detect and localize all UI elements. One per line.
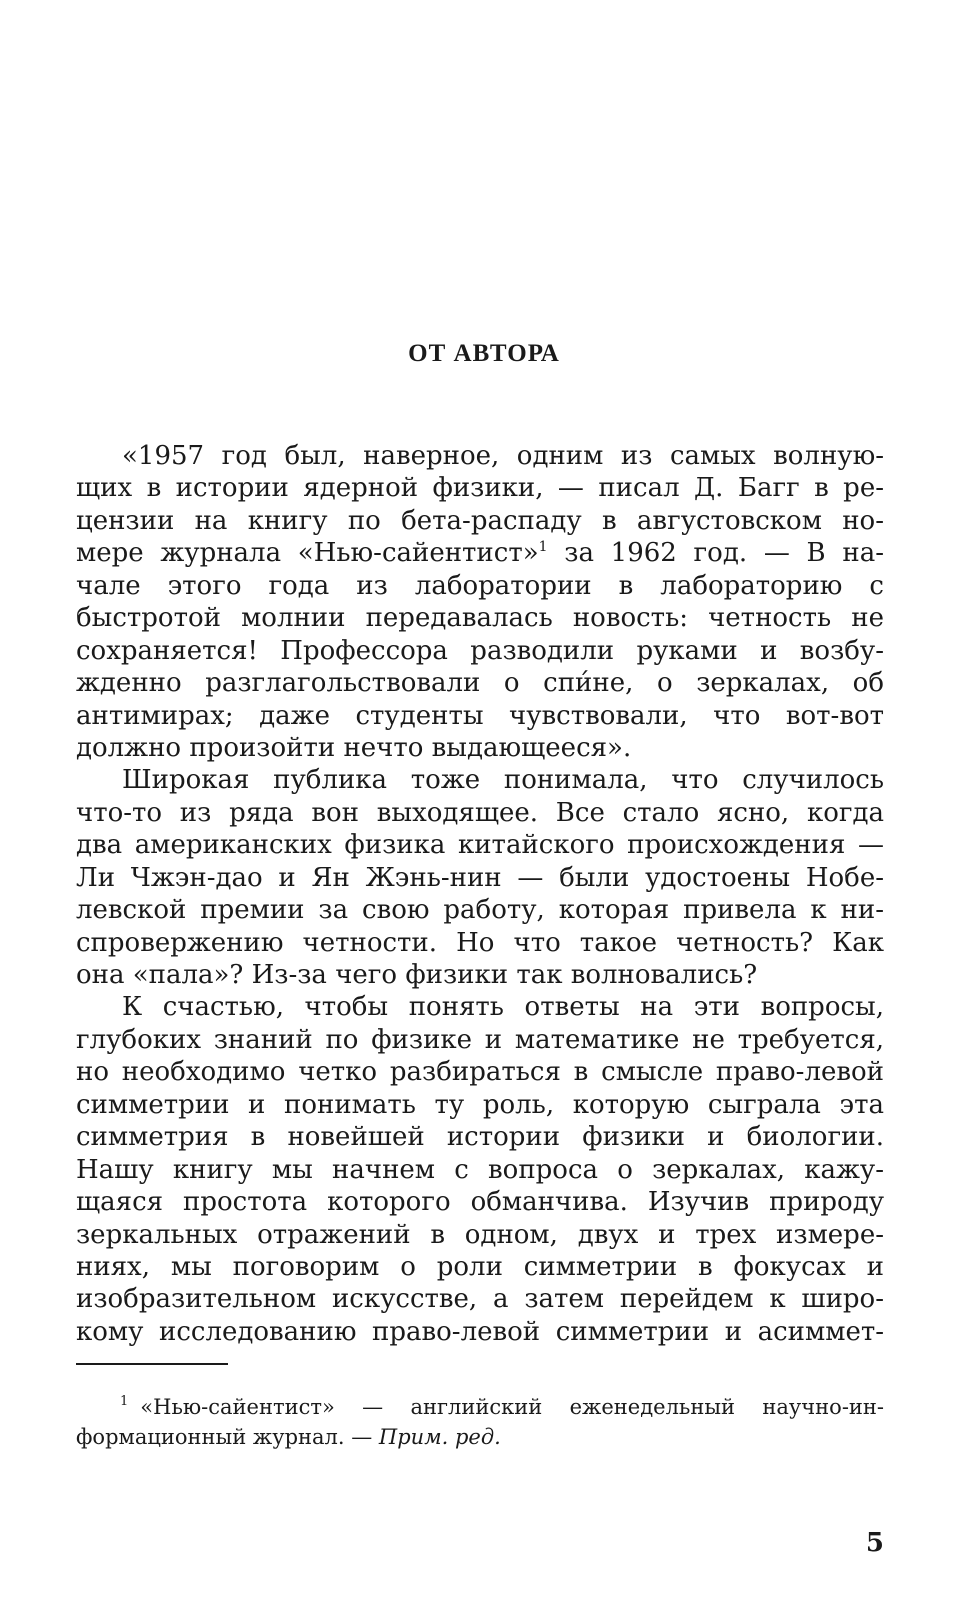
text-fragment: мере журнала «Нью-сайентист» <box>76 538 539 569</box>
text-line: «1957 год был, наверное, одним из самых волную- <box>122 441 884 471</box>
text-line: К счастью, чтобы понять ответы на эти вопросы, <box>122 992 884 1023</box>
text-line: сохраняется! Профессора разводили руками и возбу- <box>76 635 884 666</box>
footnote-number: 1 <box>120 1394 129 1409</box>
text-fragment: за 1962 год. — В на- <box>547 538 884 569</box>
text-line: жденно разглагольствовали о спи́не, о зеркалах, об <box>76 668 884 699</box>
chapter-heading: ОТ АВТОРА <box>408 340 560 367</box>
text-line: изобразительном искусстве, а затем перейдем к широ- <box>76 1284 884 1315</box>
text-line: Нашу книгу мы начнем с вопроса о зеркалах, кажу- <box>76 1154 884 1185</box>
text-line: щих в истории ядерной физики, — писал Д. Багг в ре- <box>76 473 884 504</box>
text-line: кому исследованию право-левой симметрии и асиммет- <box>76 1316 884 1347</box>
text-line: чале этого года из лаборатории в лабораторию с <box>76 570 884 601</box>
footnote-line <box>76 1392 884 1422</box>
footnote-text: формационный журнал. — <box>76 1425 379 1449</box>
text-line: симметрии и понимать ту роль, которую сыграла эта <box>76 1089 884 1120</box>
editor-note: Прим. ред. <box>378 1425 501 1449</box>
text-line: антимирах; даже студенты чувствовали, что вот-вот <box>76 700 884 731</box>
text-line: цензии на книгу по бета-распаду в августовском но- <box>76 505 884 536</box>
text-line: два американских физика китайского происхождения — <box>76 830 884 861</box>
footnote-text: «Нью-сайентист» — английский еженедельный научно-ин- <box>140 1395 884 1419</box>
text-line: зеркальных отражений в одном, двух и трех измере- <box>76 1219 884 1250</box>
text-line: левской премии за свою работу, которая привела к ни- <box>76 895 884 926</box>
text-line-with-footnote-ref <box>76 537 884 569</box>
text-line: должно произойти нечто выдающееся». <box>76 732 632 763</box>
text-line: быстротой молнии передавалась новость: четность не <box>76 603 884 634</box>
text-line: щаяся простота которого обманчива. Изучив природу <box>76 1187 884 1218</box>
text-line: но необходимо четко разбираться в смысле право-левой <box>76 1057 884 1088</box>
text-line: Широкая публика тоже понимала, что случилось <box>122 765 884 796</box>
text-line: симметрия в новейшей истории физики и биологии. <box>76 1122 884 1153</box>
footnote <box>76 1392 884 1452</box>
footnote-line <box>76 1422 884 1452</box>
text-line: что-то из ряда вон выходящее. Все стало ясно, когда <box>76 797 884 828</box>
text-line: ниях, мы поговорим о роли симметрии в фокусах и <box>76 1251 884 1282</box>
page-number: 5 <box>865 1528 884 1558</box>
text-line: спровержению четности. Но что такое четность? Как <box>76 927 884 958</box>
main-text <box>76 440 884 1348</box>
footnote-reference: 1 <box>538 539 548 556</box>
text-line: она «пала»? Из-за чего физики так волновались? <box>76 960 758 990</box>
footnote-divider <box>76 1363 228 1365</box>
text-line: глубоких знаний по физике и математике не требуется, <box>76 1024 884 1055</box>
text-line: Ли Чжэн-дао и Ян Жэнь-нин — были удостоены Нобе- <box>76 862 884 893</box>
